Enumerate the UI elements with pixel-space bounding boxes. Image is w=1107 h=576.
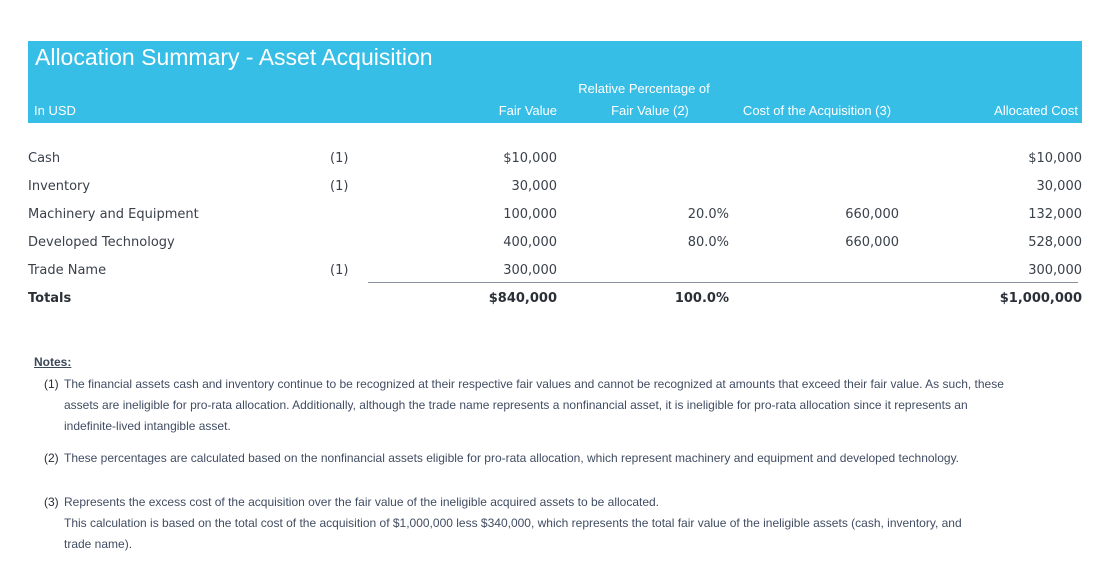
allocated-cell: $10,000 (1028, 150, 1082, 166)
pct-cell: 80.0% (687, 234, 729, 250)
footnote-ref (330, 228, 392, 256)
table-row-trade-name (28, 256, 1082, 284)
allocated-cell: 30,000 (1036, 178, 1082, 194)
note-line: indefinite-lived intangible asset. (64, 419, 231, 433)
totals-top-border (368, 282, 1078, 283)
footnote-ref: (1) (330, 178, 349, 194)
column-header-allocated-cost: Allocated Cost (994, 103, 1078, 118)
note-1-text (64, 374, 1004, 437)
notes-heading: Notes: (34, 355, 72, 369)
cost-cell: 660,000 (845, 234, 899, 250)
totals-label: Totals (28, 290, 72, 306)
totals-cost (729, 284, 899, 312)
totals-pct: 100.0% (674, 290, 729, 306)
footnote-ref: (1) (330, 150, 349, 166)
footnote-ref (330, 284, 392, 312)
column-header-relative-percentage-line2: Fair Value (2) (611, 103, 689, 118)
note-line: These percentages are calculated based on the nonfinancial assets eligible for pro-rata allocation, which represent machinery and equipment and developed technology. (64, 451, 960, 465)
column-header-in-usd: In USD (34, 103, 76, 118)
table-row-developed-technology (28, 228, 1082, 256)
page-title: Allocation Summary - Asset Acquisition (35, 44, 433, 70)
cost-cell (729, 256, 899, 284)
table-row-totals (28, 284, 1082, 312)
row-label: Trade Name (28, 262, 107, 278)
row-label: Inventory (28, 178, 91, 194)
table-row-inventory (28, 172, 1082, 200)
footnote-ref: (1) (330, 262, 349, 278)
fair-value-cell: 100,000 (503, 206, 557, 222)
cost-cell (729, 144, 899, 172)
table-row-machinery-and-equipment (28, 200, 1082, 228)
allocated-cell: 132,000 (1028, 206, 1082, 222)
column-header-cost-of-acquisition: Cost of the Acquisition (3) (742, 103, 892, 118)
note-line: assets are ineligible for pro-rata allocation. Additionally, although the trade name represents a nonfinancial asset, it is ineligible for pro-rata allocation since it represents an (64, 398, 968, 412)
note-2 (44, 448, 959, 469)
note-3-number: (3) (44, 495, 59, 509)
fair-value-cell: 300,000 (503, 262, 557, 278)
row-label: Developed Technology (28, 234, 175, 250)
totals-allocated: $1,000,000 (999, 290, 1082, 306)
allocation-table (28, 144, 1082, 312)
row-label: Machinery and Equipment (28, 206, 199, 222)
column-header-fair-value: Fair Value (498, 103, 557, 118)
fair-value-cell: $10,000 (503, 150, 557, 166)
table-header-band (28, 41, 1082, 123)
allocated-cell: 528,000 (1028, 234, 1082, 250)
pct-cell (557, 172, 729, 200)
fair-value-cell: 400,000 (503, 234, 557, 250)
note-2-text (64, 448, 959, 469)
note-2-number: (2) (44, 451, 59, 465)
note-3-text (64, 492, 962, 555)
allocated-cell: 300,000 (1028, 262, 1082, 278)
totals-fair-value: $840,000 (488, 290, 557, 306)
note-line: The financial assets cash and inventory continue to be recognized at their respective fair values and cannot be recognized at amounts that exceed their fair value. As such, these (64, 377, 1004, 391)
cost-cell (729, 172, 899, 200)
note-line: trade name). (64, 537, 133, 551)
note-3 (44, 492, 962, 555)
note-1-number: (1) (44, 377, 59, 391)
note-1 (44, 374, 1004, 437)
note-line: Represents the excess cost of the acquisition over the fair value of the ineligible acquired assets to be allocated. (64, 495, 660, 509)
pct-cell: 20.0% (687, 206, 729, 222)
column-header-relative-percentage-line1: Relative Percentage of (578, 81, 710, 96)
pct-cell (557, 256, 729, 284)
table-row-cash (28, 144, 1082, 172)
note-line: This calculation is based on the total cost of the acquisition of $1,000,000 less $340,000, which represents the total fair value of the ineligible assets (cash, inventory, and (64, 516, 962, 530)
cost-cell: 660,000 (845, 206, 899, 222)
pct-cell (557, 144, 729, 172)
row-label: Cash (28, 150, 61, 166)
fair-value-cell: 30,000 (511, 178, 557, 194)
footnote-ref (330, 200, 392, 228)
